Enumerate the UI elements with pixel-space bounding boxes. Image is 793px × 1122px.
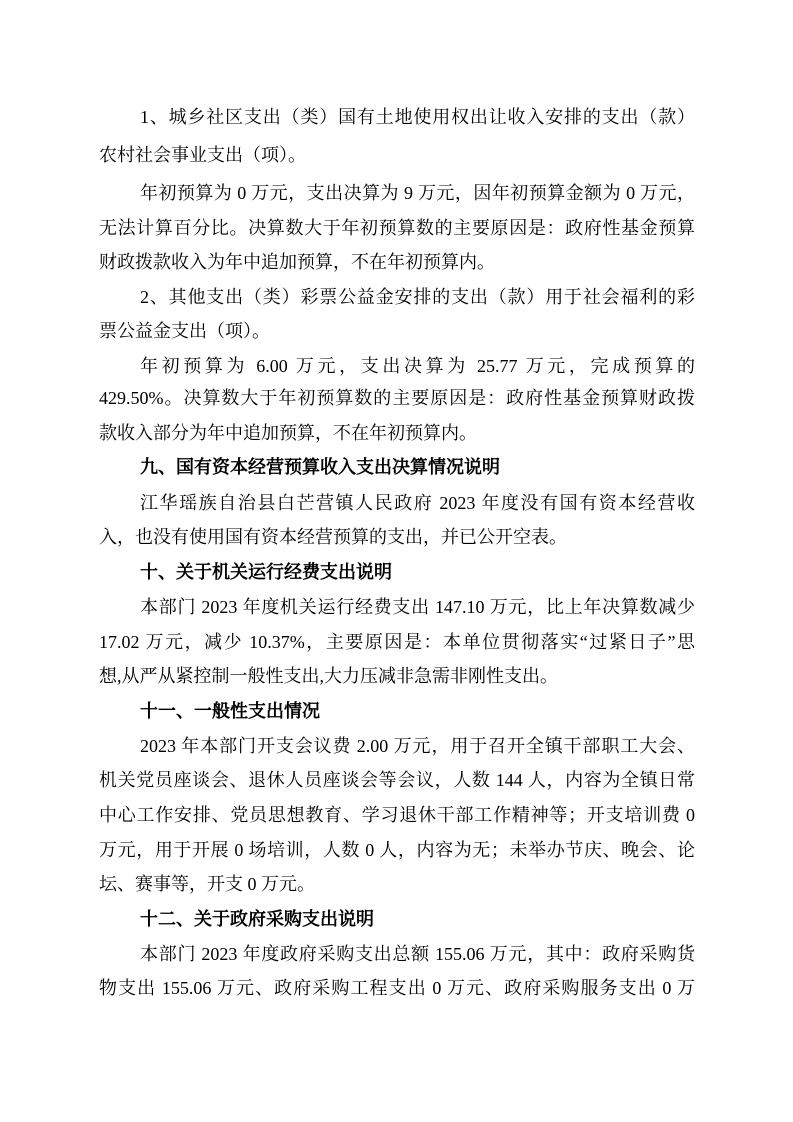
text-line: 1、城乡社区支出（类）国有土地使用权出让收入安排的支出（款） <box>140 107 695 127</box>
text-line: 万元，用于开展 0 场培训，人数 0 人，内容为无；未举办节庆、晚会、论 <box>99 840 695 860</box>
text-line: 本部门 2023 年度政府采购支出总额 155.06 万元，其中：政府采购货 <box>140 944 695 964</box>
text-line: 429.50%。决算数大于年初预算数的主要原因是：政府性基金预算财政拨 <box>99 388 695 408</box>
text-line: 物支出 155.06 万元、政府采购工程支出 0 万元、政府采购服务支出 0 万 <box>99 978 695 998</box>
text-line: 机关党员座谈会、退休人员座谈会等会议，人数 144 人，内容为全镇日常 <box>99 770 695 790</box>
text-line: 坛、赛事等，开支 0 万元。 <box>99 874 315 894</box>
text-line: 本部门 2023 年度机关运行经费支出 147.10 万元，比上年决算数减少 <box>140 597 695 617</box>
text-line: 想,从严从紧控制一般性支出,大力压减非急需非刚性支出。 <box>99 666 558 686</box>
section-heading-9: 九、国有资本经营预算收入支出决算情况说明 <box>140 457 500 477</box>
text-line: 2023 年本部门开支会议费 2.00 万元，用于召开全镇干部职工大会、 <box>140 736 695 756</box>
text-line: 江华瑶族自治县白芒营镇人民政府 2023 年度没有国有资本经营收 <box>140 493 695 513</box>
text-line: 年初预算为 6.00 万元，支出决算为 25.77 万元，完成预算的 <box>140 356 695 376</box>
text-line: 中心工作安排、党员思想教育、学习退休干部工作精神等；开支培训费 0 <box>99 805 695 825</box>
section-heading-12: 十二、关于政府采购支出说明 <box>140 909 374 929</box>
text-line: 款收入部分为年中追加预算，不在年初预算内。 <box>99 423 477 443</box>
section-heading-11: 十一、一般性支出情况 <box>140 701 320 721</box>
section-heading-10: 十、关于机关运行经费支出说明 <box>140 562 392 582</box>
text-line: 农村社会事业支出（项）。 <box>99 145 306 165</box>
text-line: 年初预算为 0 万元，支出决算为 9 万元，因年初预算金额为 0 万元， <box>140 183 695 203</box>
text-line: 17.02 万元，减少 10.37%，主要原因是：本单位贯彻落实“过紧日子”思 <box>99 632 695 652</box>
text-line: 入，也没有使用国有资本经营预算的支出，并已公开空表。 <box>99 527 567 547</box>
text-line: 票公益金支出（项）。 <box>99 321 270 341</box>
text-line: 无法计算百分比。决算数大于年初预算数的主要原因是：政府性基金预算 <box>99 218 695 238</box>
text-line: 2、其他支出（类）彩票公益金安排的支出（款）用于社会福利的彩 <box>140 287 695 307</box>
text-line: 财政拨款收入为年中追加预算，不在年初预算内。 <box>99 252 495 272</box>
